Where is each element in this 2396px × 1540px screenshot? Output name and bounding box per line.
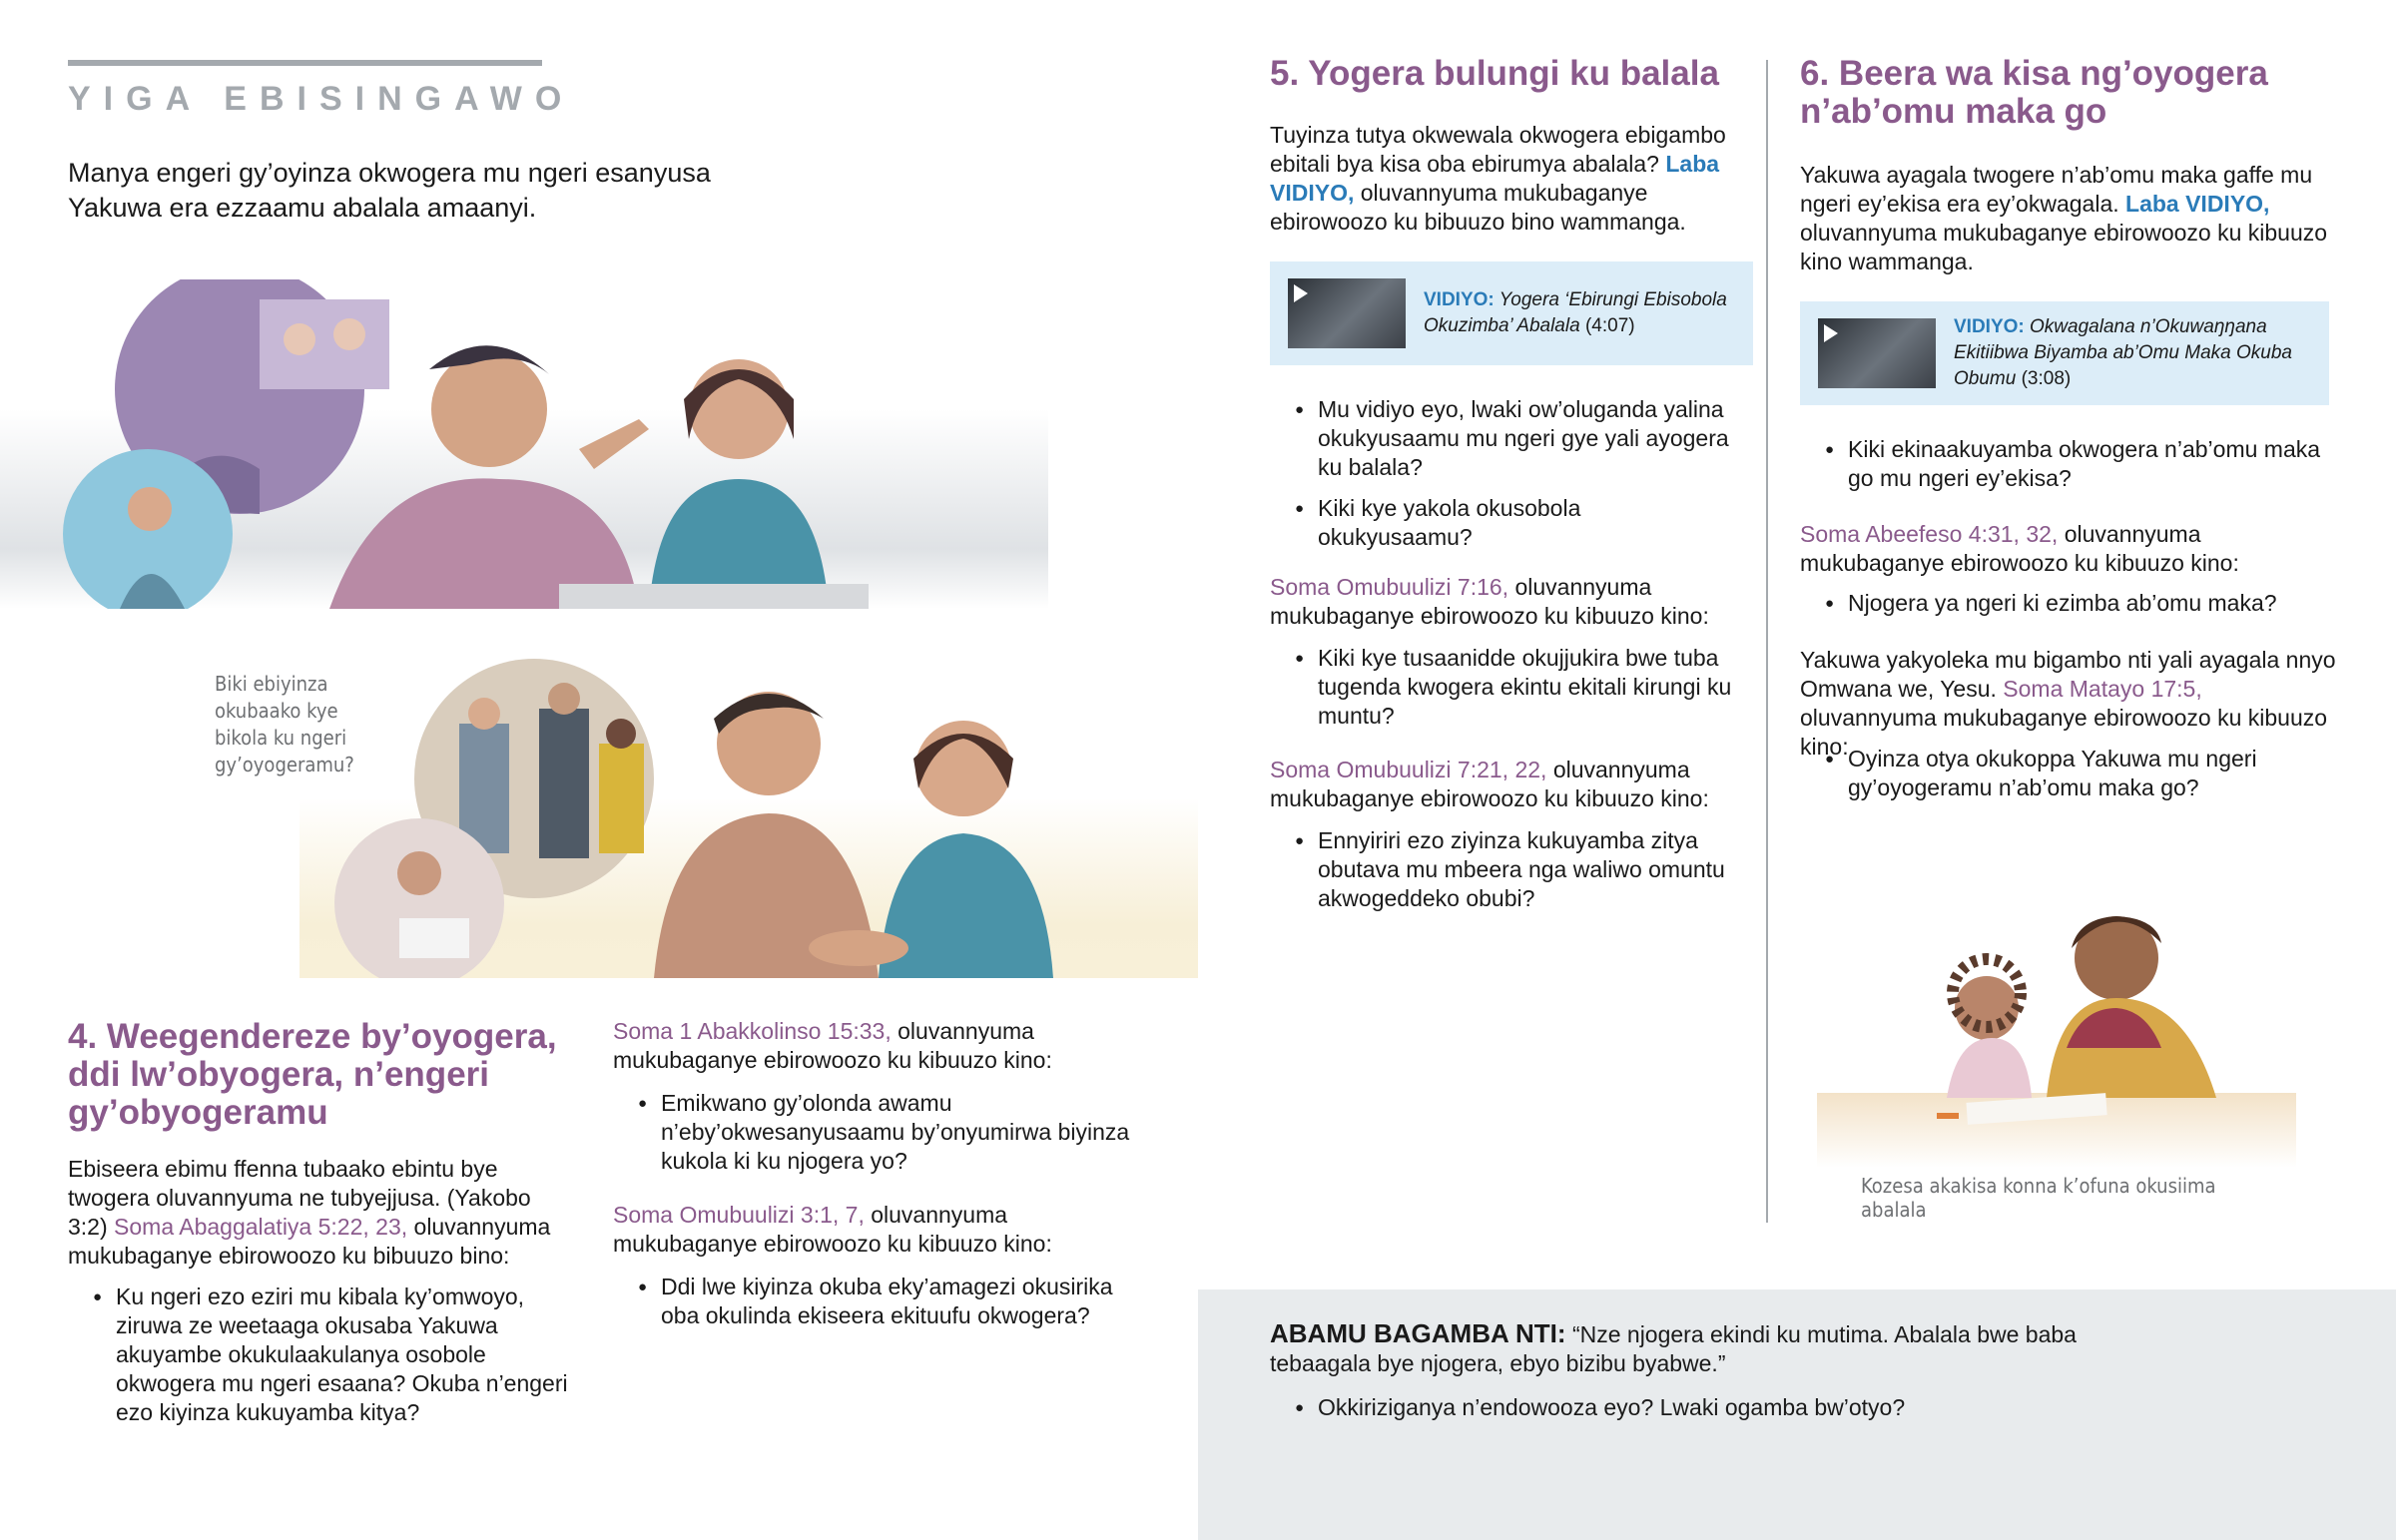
section6-paragraph: [1800, 161, 2339, 276]
intro-text: Manya engeri gy’oyinza okwogera mu ngeri esanyusa Yakuwa era ezzaamu abalala amaanyi.: [68, 158, 711, 223]
section5-bullets-c: [1270, 826, 1739, 925]
section5-para-text: Tuyinza tutya okwewala okwogera ebigambo ebitali bya kisa oba ebirumya abalala?: [1270, 122, 1726, 177]
section6-video-link[interactable]: Laba VIDIYO,: [2125, 191, 2270, 217]
section4-read3: [613, 1201, 1132, 1259]
list-item: ● Okkiriziganya n’endowooza eyo? Lwaki ogamba bw’otyo?: [1270, 1393, 2098, 1422]
section6-para-tail: oluvannyuma mukubaganye ebirowoozo ku kibuuzo kino wammanga.: [1800, 220, 2328, 274]
illustration-mother-child: [1817, 898, 2296, 1168]
section5-video-link[interactable]: Laba VIDIYO,: [1270, 151, 1720, 206]
section5-read2-text: oluvannyuma mukubaganye ebirowoozo ku kibuuzo kino:: [1270, 757, 1709, 811]
section5-read1-text: oluvannyuma mukubaganye ebirowoozo ku kibuuzo kino:: [1270, 574, 1709, 629]
section5-video-card[interactable]: [1270, 261, 1753, 365]
illustration-kind-conversation: [300, 649, 1198, 978]
play-icon: [1824, 324, 1838, 342]
image-caption: Kozesa akakisa konna k’ofuna okusiima abalala: [1861, 1174, 2216, 1222]
quote-body: “Nze njogera ekindi ku mutima. Abalala bwe baba tebaagala bye njogera, ebyo bizibu byabwe.”: [1270, 1321, 2077, 1376]
section6-read1-ref[interactable]: Soma Abeefeso 4:31, 32,: [1800, 521, 2059, 547]
section5-read1: [1270, 573, 1739, 631]
video-duration: (4:07): [1584, 315, 1635, 336]
section5-read2: [1270, 756, 1739, 813]
section4-read2: [613, 1017, 1132, 1075]
section4-paragraph: [68, 1155, 557, 1271]
quote-text: [1270, 1319, 2098, 1378]
video-thumbnail[interactable]: [1818, 318, 1936, 388]
section6-bullets-c: [1800, 745, 2339, 814]
quote-bullets: [1270, 1393, 2098, 1434]
section5-para-tail: oluvannyuma mukubaganye ebirowoozo ku bibuuzo bino wammanga.: [1270, 180, 1686, 235]
section6-para2-text: Yakuwa yakyoleka mu bigambo nti yali ayagala nnyo Omwana we, Yesu.: [1800, 647, 2336, 702]
illustration-argument: [0, 279, 1048, 609]
video-title[interactable]: Yogera ‘Ebirungi Ebisobola Okuzimba’ Abalala: [1424, 289, 1727, 336]
section6-read2-text: oluvannyuma mukubaganye ebirowoozo ku kibuuzo kino:: [1800, 705, 2328, 760]
section5-read1-ref[interactable]: Soma Omubuulizi 7:16,: [1270, 574, 1509, 600]
section4-read1-text: oluvannyuma mukubaganye ebirowoozo ku bibuuzo bino:: [68, 1214, 551, 1269]
video-title[interactable]: Okwagalana n’Okuwaŋŋana Ekitiibwa Biyamba ab’Omu Maka Okuba Obumu: [1954, 316, 2292, 389]
section5-read2-ref[interactable]: Soma Omubuulizi 7:21, 22,: [1270, 757, 1547, 782]
section4-title: 4. Weegendereze by’oyogera, ddi lw’obyogera, n’engeri gy’obyogeramu: [68, 1017, 557, 1132]
list-item: ● Kiki kye yakola okusobola okukyusaamu?: [1270, 494, 1739, 552]
section4-bullets-a: [68, 1283, 587, 1439]
section5-bullets-b: [1270, 644, 1739, 743]
list-item: ● Ku ngeri ezo eziri mu kibala ky’omwoyo, ziruwa ze weetaaga okusaba Yakuwa akuyambe okukulaakulanya osobole okwogera mu ngeri esaana? Okuba n’engeri ezo kiyinza kukuyamba kitya?: [68, 1283, 587, 1427]
section4-read2-text: oluvannyuma mukubaganye ebirowoozo ku kibuuzo kino:: [613, 1018, 1052, 1073]
list-item: ● Mu vidiyo eyo, lwaki ow’oluganda yalina okukyusaamu mu ngeri gye yali ayogera ku balala?: [1270, 395, 1739, 482]
section6-read1: [1800, 520, 2339, 578]
column-divider: [1766, 60, 1768, 1223]
list-item: ● Emikwano gy’olonda awamu n’eby’okwesanyusaamu by’onyumirwa biyinza kukola ki ku njogera yo?: [613, 1089, 1132, 1176]
section6-read2-ref[interactable]: Soma Matayo 17:5,: [2003, 676, 2202, 702]
header-rule: [68, 60, 542, 66]
section4-para-text: Ebiseera ebimu ffenna tubaako ebintu bye twogera oluvannyuma ne tubyejjusa. (Yakobo 3:2): [68, 1156, 531, 1240]
list-item: ● Njogera ya ngeri ki ezimba ab’omu maka?: [1800, 589, 2339, 618]
section4-read1-ref[interactable]: Soma Abaggalatiya 5:22, 23,: [114, 1214, 408, 1240]
section4-read2-ref[interactable]: Soma 1 Abakkolinso 15:33,: [613, 1018, 892, 1044]
video-thumbnail[interactable]: [1288, 278, 1406, 348]
list-item: ● Ennyiriri ezo ziyinza kukuyamba zitya obutava mu mbeera nga waliwo omuntu akwogeddeko obubi?: [1270, 826, 1739, 913]
section5-paragraph: [1270, 121, 1729, 237]
section6-title: 6. Beera wa kisa ng’oyogera n’ab’omu maka go: [1800, 54, 2268, 131]
video-duration: (3:08): [2021, 368, 2072, 389]
section-header: YIGA EBISINGAWO: [68, 80, 575, 118]
illustration-caption: Biki ebiyinza okubaako kye bikola ku ngeri gy’oyogeramu?: [215, 672, 354, 776]
play-icon: [1294, 284, 1308, 302]
video-label: VIDIYO:: [1954, 316, 2025, 337]
list-item: ● Oyinza otya okukoppa Yakuwa mu ngeri gy’oyogeramu n’ab’omu maka go?: [1800, 745, 2339, 802]
section6-bullets-b: [1800, 589, 2339, 630]
section4-read3-text: oluvannyuma mukubaganye ebirowoozo ku kibuuzo kino:: [613, 1202, 1052, 1257]
section4-bullets-c: [613, 1273, 1132, 1342]
section5-bullets-a: [1270, 395, 1739, 564]
section5-title: 5. Yogera bulungi ku balala: [1270, 54, 1719, 93]
list-item: ● Kiki ekinaakuyamba okwogera n’ab’omu maka go mu ngeri ey’ekisa?: [1800, 435, 2339, 493]
section6-bullets-a: [1800, 435, 2339, 505]
quote-label: ABAMU BAGAMBA NTI:: [1270, 1318, 1566, 1348]
video-label: VIDIYO:: [1424, 289, 1495, 310]
list-item: ● Kiki kye tusaanidde okujjukira bwe tuba tugenda kwogera ekintu ekitali kirungi ku muntu?: [1270, 644, 1739, 731]
section6-video-card[interactable]: [1800, 301, 2329, 405]
section4-read3-ref[interactable]: Soma Omubuulizi 3:1, 7,: [613, 1202, 865, 1228]
section6-read1-text: oluvannyuma mukubaganye ebirowoozo ku kibuuzo kino:: [1800, 521, 2239, 576]
section6-para-text: Yakuwa ayagala twogere n’ab’omu maka gaffe mu ngeri ey’ekisa era ey’okwagala.: [1800, 162, 2313, 217]
list-item: ● Ddi lwe kiyinza okuba eky’amagezi okusirika oba okulinda ekiseera ekituufu okwogera?: [613, 1273, 1132, 1330]
section4-bullets-b: [613, 1089, 1132, 1188]
